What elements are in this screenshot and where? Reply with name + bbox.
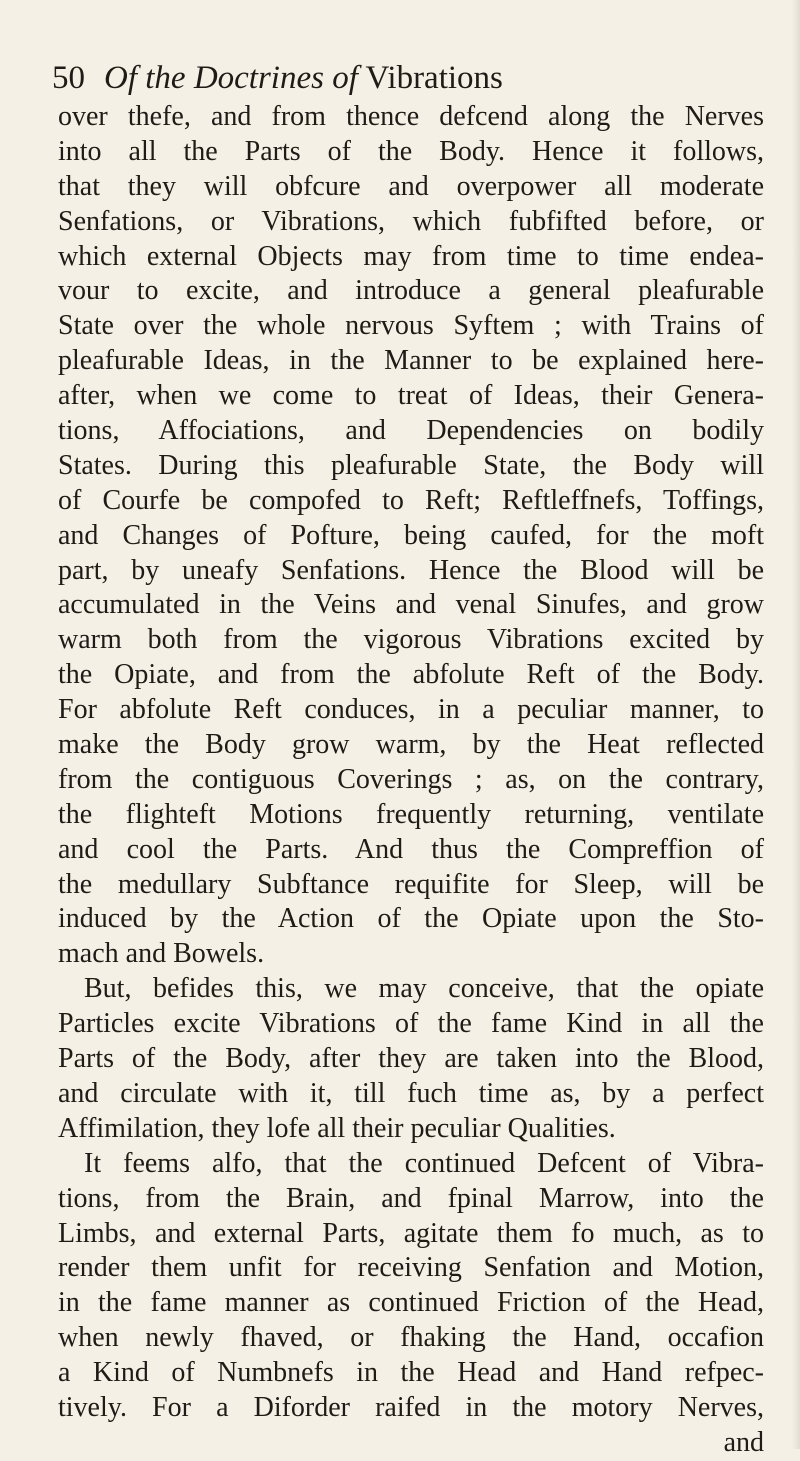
- text-line: in the fame manner as continued Friction of the Head,: [58, 1287, 764, 1319]
- text-line: from the contiguous Coverings ; as, on the contrary,: [58, 763, 764, 795]
- text-line: accumulated in the Veins and venal Sinufes, and grow: [58, 589, 764, 621]
- text-line: mach and Bowels.: [58, 938, 265, 970]
- text-line: warm both from the vigorous Vibrations excited by: [58, 624, 764, 656]
- text-line: and circulate with it, till fuch time as, by a perfect: [58, 1077, 764, 1109]
- text-line: the medullary Subftance requifite for Sleep, will be: [58, 868, 764, 900]
- body-text: [58, 100, 764, 1461]
- text-line: induced by the Action of the Opiate upon the Sto-: [58, 903, 764, 935]
- text-line: part, by uneafy Senfations. Hence the Blood will be: [58, 554, 764, 586]
- text-line: vour to excite, and introduce a general pleafurable: [58, 275, 764, 307]
- text-line: a Kind of Numbnefs in the Head and Hand refpec-: [58, 1357, 764, 1389]
- text-line: Senfations, or Vibrations, which fubfifted before, or: [58, 205, 764, 237]
- text-line: render them unfit for receiving Senfation and Motion,: [58, 1252, 764, 1284]
- text-line: the Opiate, and from the abfolute Reft of the Body.: [58, 659, 764, 691]
- catchword: and: [723, 1426, 764, 1458]
- running-title-italic: Of the Doctrines of: [104, 60, 358, 96]
- text-line: the flighteft Motions frequently returning, ventilate: [58, 798, 764, 830]
- text-line: Parts of the Body, after they are taken into the Blood,: [58, 1043, 764, 1075]
- text-line: For abfolute Reft conduces, in a peculiar manner, to: [58, 694, 764, 726]
- text-line: tions, from the Brain, and fpinal Marrow, into the: [58, 1182, 764, 1214]
- page-number: 50: [52, 60, 85, 96]
- text-line: and Changes of Pofture, being caufed, for the moft: [58, 519, 764, 551]
- text-line: which external Objects may from time to time endea-: [58, 240, 764, 272]
- text-line: tions, Affociations, and Dependencies on bodily: [58, 415, 764, 447]
- text-line: But, befides this, we may conceive, that the opiate: [84, 973, 764, 1005]
- text-line: when newly fhaved, or fhaking the Hand, occafion: [58, 1322, 764, 1354]
- text-line: It feems alfo, that the continued Defcent of Vibra-: [84, 1147, 764, 1179]
- text-line: into all the Parts of the Body. Hence it follows,: [58, 135, 764, 167]
- text-line: Affimilation, they lofe all their peculiar Qualities.: [58, 1112, 616, 1144]
- text-line: after, when we come to treat of Ideas, their Genera-: [58, 380, 764, 412]
- text-line: Particles excite Vibrations of the fame Kind in all the: [58, 1008, 764, 1040]
- text-line: tively. For a Diforder raifed in the motory Nerves,: [58, 1391, 764, 1423]
- text-line: pleafurable Ideas, in the Manner to be explained here-: [58, 345, 764, 377]
- text-line: Limbs, and external Parts, agitate them fo much, as to: [58, 1217, 764, 1249]
- text-line: that they will obfcure and overpower all moderate: [58, 170, 764, 202]
- running-title-roman: Vibrations: [365, 60, 503, 96]
- text-line: over thefe, and from thence defcend along the Nerves: [58, 101, 764, 132]
- running-header: [52, 58, 752, 98]
- text-line: States. During this pleafurable State, the Body will: [58, 449, 764, 481]
- text-line: make the Body grow warm, by the Heat reflected: [58, 729, 764, 761]
- text-line: of Courfe be compofed to Reft; Reftleffnefs, Toffings,: [58, 484, 764, 516]
- text-line: and cool the Parts. And thus the Compreffion of: [58, 833, 764, 865]
- text-line: State over the whole nervous Syftem ; with Trains of: [58, 310, 764, 342]
- page-edge-shadow: [792, 0, 800, 1449]
